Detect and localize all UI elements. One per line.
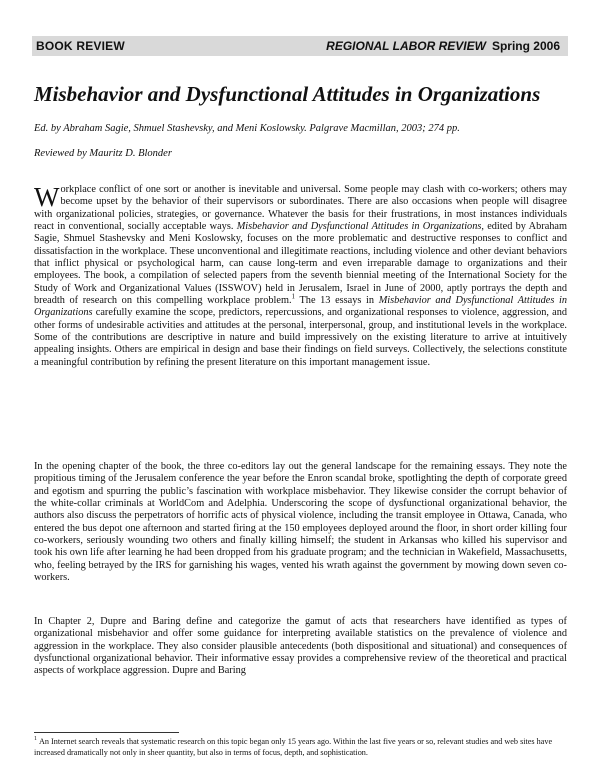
footnote-number: 1 (34, 736, 37, 743)
reviewer-line: Reviewed by Mauritz D. Blonder (34, 148, 172, 159)
paragraph-2: In the opening chapter of the book, the three co-editors lay out the general landscape for the remaining essays. They note the propitious timing of the Jerusalem conference the year before the Enron scandal broke, spotlighting the depth of corporate greed and egotism and spurring the public’s fascination with workplace misbehavior. They likewise consider the corrupt behavior of the white-collar criminals at WorldCom and Adelphia. Underscoring the scope of dysfunctional organizational behavior, the authors also discuss the perpetrators of horrific acts of physical violence, including the transit employee in Ottawa, Canada, who entered the bus depot one afternoon and started firing at the 150 employees deployed around the floor, in short order killing four co-workers, seriously wounding two others and finally killing himself; the student in Arkansas who killed his supervisor and took his own life after learning he had been dropped from his graduate program; and the technician in Wakefield, Massachusetts, who, feeling betrayed by the IRS for garnishing his wages, vented his wrath against the government by mowing down seven co-workers. (34, 461, 567, 584)
section-label: BOOK REVIEW (36, 39, 125, 53)
p1-text-c: , edited by Abraham Sagie, Shmuel Stashevsky and Meni Koslowsky, focuses on the more problematic and destructive responses to conflict and dissatisfaction in the workplace. These unconventional and illegitimate reactions, including violence and other deviant behaviors that inflict physical or psychological harm, can cause long-term and even irreparable damage to organizations and their employees. The book, a compilation of selected papers from the seventh biennial meeting of the International Society for the Study of Work and Organizational Values (ISSWOV) held in Jerusalem, Israel in June of 2000, aptly portrays the depth and breadth of research on this compelling workplace problem. (34, 221, 567, 307)
p1-text-d: The 13 essays in (295, 295, 379, 307)
article-title: Misbehavior and Dysfunctional Attitudes in Organizations (34, 82, 541, 106)
p1-text-a: orkplace conflict of one sort or another is inevitable and universal. Some people may clash with co-workers; others may become upset by the behavior of their supervisors or subordinates. There are also occasions when people will disagree with organizational policies, strategies, or governance. Whatever the basis for their frustrations, in most instances individuals react in conventional, socially acceptable ways. (34, 184, 567, 233)
paragraph-3: In Chapter 2, Dupre and Baring define and categorize the gamut of acts that researchers have identified as types of organizational misbehavior and offer some guidance for interpreting available statistics on the prevalence of violence and aggression in the workplace. They also consider plausible antecedents (both dispositional and situational) and consequences of dysfunctional organizational behavior. Their informative essay provides a comprehensive review of the theoretical and practical aspects of workplace aggression. Dupre and Baring (34, 616, 567, 677)
book-title-ref-1: Misbehavior and Dysfunctional Attitudes in Organizations (236, 221, 482, 233)
paragraph-1 (34, 184, 567, 369)
running-header (32, 36, 568, 56)
journal-name: REGIONAL LABOR REVIEW (326, 39, 486, 53)
footnote (34, 737, 567, 758)
editors-line: Ed. by Abraham Sagie, Shmuel Stashevsky, and Meni Koslowsky. Palgrave Macmillan, 2003; 274 pp. (34, 123, 460, 134)
footnote-text: An Internet search reveals that systematic research on this topic began only 15 years ago. Within the last five years or so, relevant studies and web sites have increased dramatically not only in sheer quantity, but also in terms of focus, depth, and sophistication. (34, 737, 553, 757)
issue-date: Spring 2006 (491, 39, 560, 53)
book-title-ref-2: Misbehavior and Dysfunctional Attitudes in Organizations (34, 295, 567, 319)
journal-issue (326, 39, 560, 53)
p1-text-f: carefully examine the scope, predictors, repercussions, and organizational responses to violence, aggression, and other forms of undesirable activities and attitudes at the personal, interpersonal, group, and institutional levels in the workplace. Some of the contributions are descriptive in nature and build impressively on the existing literature to arrive at intuitively appealing insights. Others are empirical in design and base their findings on field surveys. Collectively, the selections constitute a meaningful contribution by refining the present literature on this important management issue. (34, 307, 567, 368)
drop-cap: W (34, 182, 60, 212)
footnote-divider (34, 732, 179, 733)
footnote-marker: 1 (291, 292, 296, 301)
